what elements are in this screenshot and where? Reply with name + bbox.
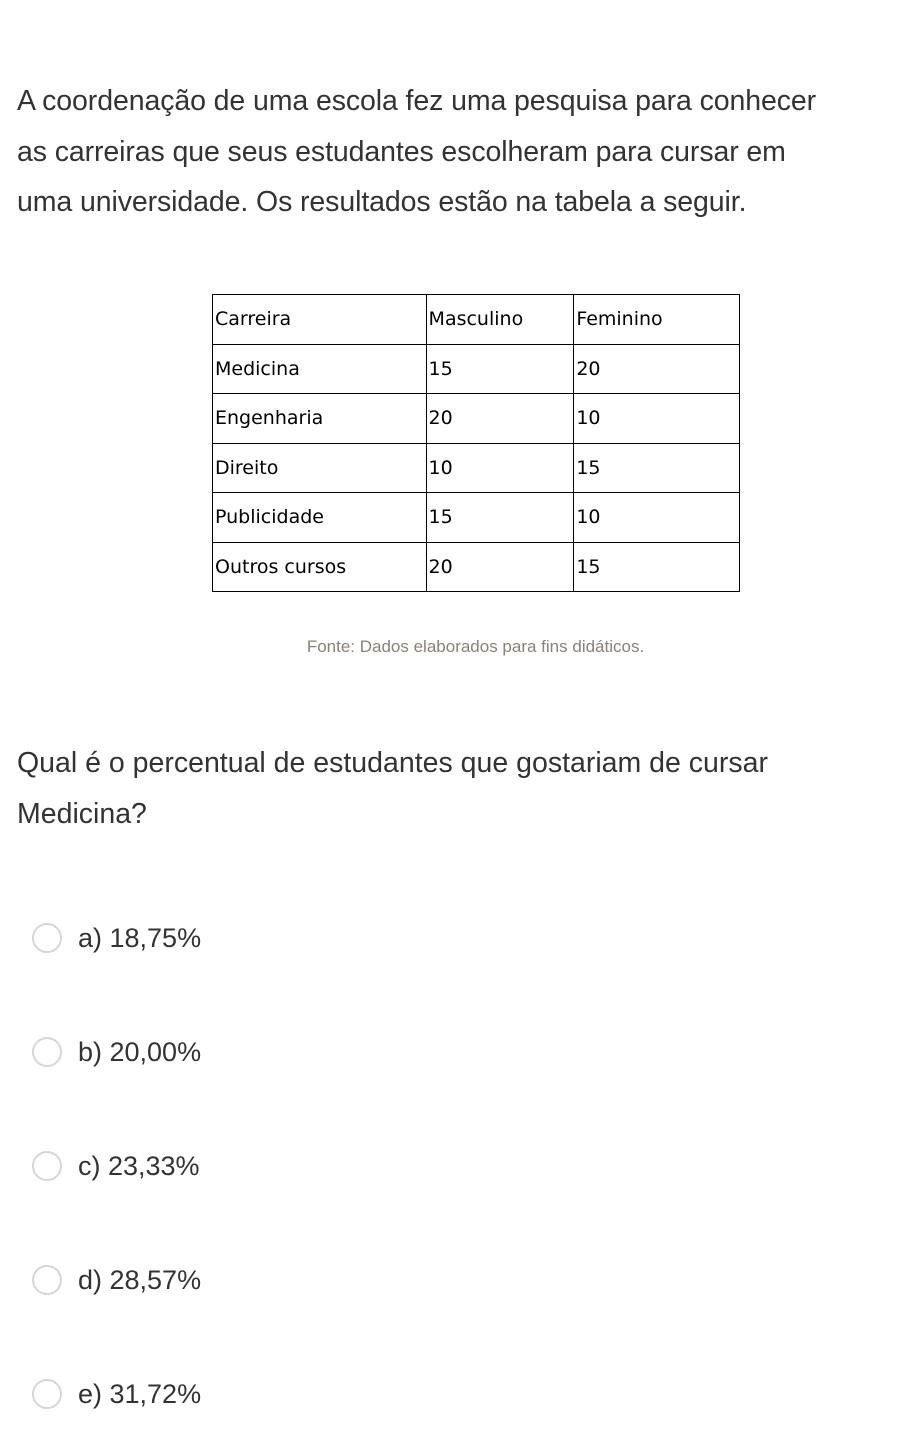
table-header-cell: Masculino (426, 295, 574, 345)
table-cell: Publicidade (213, 493, 427, 543)
answer-option-label: e) 31,72% (78, 1378, 202, 1409)
answer-option-a[interactable] (32, 920, 201, 956)
answer-option-e[interactable] (32, 1376, 201, 1412)
table-cell: 10 (574, 493, 740, 543)
table-cell: 15 (574, 542, 740, 592)
answer-option-c[interactable] (32, 1148, 200, 1184)
table-cell: 10 (574, 394, 740, 444)
table-cell: Engenharia (213, 394, 427, 444)
table-cell: 20 (426, 394, 574, 444)
radio-button-d[interactable] (32, 1265, 62, 1295)
question-line-1: Qual é o percentual de estudantes que gostariam de cursar (17, 747, 768, 779)
table-row (213, 394, 740, 444)
table-cell: Medicina (213, 344, 427, 394)
table-header-row (213, 295, 740, 345)
table-header-cell: Feminino (574, 295, 740, 345)
radio-button-a[interactable] (32, 923, 62, 953)
answer-option-d[interactable] (32, 1262, 201, 1298)
radio-button-b[interactable] (32, 1037, 62, 1067)
table-cell: 10 (426, 443, 574, 493)
radio-button-e[interactable] (32, 1379, 62, 1409)
question-prompt (17, 738, 897, 839)
intro-line-1: A coordenação de uma escola fez uma pesquisa para conhecer (17, 85, 817, 117)
table-cell: 20 (426, 542, 574, 592)
table-row (213, 443, 740, 493)
answer-option-label: a) 18,75% (78, 922, 202, 953)
intro-line-2: as carreiras que seus estudantes escolheram para cursar em (17, 135, 786, 168)
answer-option-label: b) 20,00% (78, 1036, 202, 1067)
table-cell: Direito (213, 443, 427, 493)
radio-button-c[interactable] (32, 1151, 62, 1181)
table-cell: 15 (426, 493, 574, 543)
intro-line-3: uma universidade. Os resultados estão na tabela a seguir. (17, 186, 747, 218)
table-row (213, 542, 740, 592)
question-line-2: Medicina? (17, 797, 147, 830)
table-cell: Outros cursos (213, 542, 427, 592)
table-source-caption: Fonte: Dados elaborados para fins didáticos. (306, 637, 645, 656)
table-cell: 20 (574, 344, 740, 394)
table-row (213, 344, 740, 394)
answer-option-label: c) 23,33% (78, 1150, 200, 1181)
table-row (213, 493, 740, 543)
careers-table (212, 294, 740, 592)
table-cell: 15 (574, 443, 740, 493)
table-header-cell: Carreira (213, 295, 427, 345)
answer-option-label: d) 28,57% (78, 1264, 202, 1295)
answer-option-b[interactable] (32, 1034, 201, 1070)
table-cell: 15 (426, 344, 574, 394)
question-intro (17, 76, 912, 228)
